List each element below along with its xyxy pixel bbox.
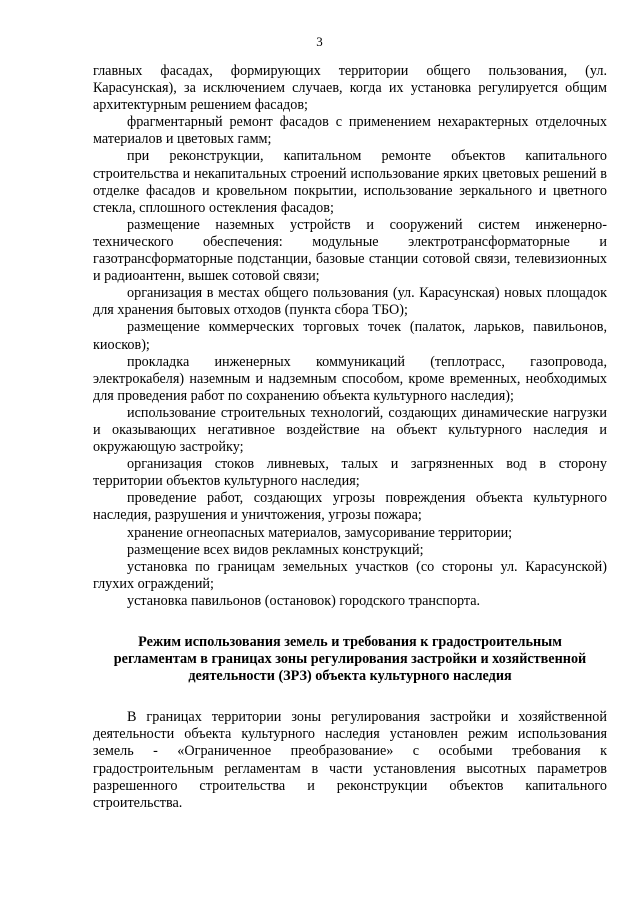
paragraph: использование строительных технологий, создающих динамические нагрузки и оказывающих негативное воздействие на объект культурного наследия и окружающую застройку; [93, 404, 607, 456]
paragraph: В границах территории зоны регулирования застройки и хозяйственной деятельности объекта культурного наследия установлен режим использования земель - «Ограниченное преобразование» с особыми требования к градостроительным регламентам в части установления высотных параметров разрешенного строительства и реконструкции объектов капитального строительства. [93, 709, 607, 811]
page-number: 3 [316, 34, 323, 49]
heading-line: регламентам в границах зоны регулирования застройки и хозяйственной [113, 651, 587, 668]
paragraph: проведение работ, создающих угрозы повреждения объекта культурного наследия, разрушения и уничтожения, угрозы пожара; [93, 490, 607, 524]
paragraph: организация в местах общего пользования (ул. Карасунская) новых площадок для хранения бытовых отходов (пункта сбора ТБО); [93, 285, 607, 319]
document-body [93, 63, 607, 812]
paragraph: фрагментарный ремонт фасадов с применением нехарактерных отделочных материалов и цветовых гамм; [93, 114, 607, 148]
paragraph: главных фасадах, формирующих территории общего пользования, (ул. Карасунская), за исключением случаев, когда их установка регулируется общим архитектурным решением фасадов; [93, 63, 607, 114]
heading-line: деятельности (ЗРЗ) объекта культурного наследия [188, 668, 512, 685]
paragraph: размещение всех видов рекламных конструкций; [127, 541, 424, 558]
paragraph: хранение огнеопасных материалов, замусоривание территории; [127, 524, 513, 541]
paragraph: при реконструкции, капитальном ремонте объектов капитального строительства и некапитальных строений использование ярких цветовых решений в отделке фасадов и кровельном покрытии, использование зеркального и цветного стекла, сплошного остекления фасадов; [93, 148, 607, 216]
paragraph: установка по границам земельных участков (со стороны ул. Карасунской) глухих ограждений; [93, 558, 607, 592]
paragraph: размещение коммерческих торговых точек (палаток, ларьков, павильонов, киосков); [93, 319, 607, 353]
paragraph: прокладка инженерных коммуникаций (теплотрасс, газопровода, электрокабеля) наземным и надземным способом, кроме временных, необходимых для проведения работ по сохранению объекта культурного наследия); [93, 353, 607, 404]
paragraph: организация стоков ливневых, талых и загрязненных вод в сторону территории объектов культурного наследия; [93, 456, 607, 490]
heading-line: Режим использования земель и требования к градостроительным [138, 634, 562, 650]
paragraph: размещение наземных устройств и сооружений систем инженерно-технического обеспечения: модульные электротрансформаторные и газотрансформаторные подстанции, базовые станции сотовой связи, телевизионных и радиоантенн, вышек сотовой связи; [93, 216, 607, 285]
paragraph: установка павильонов (остановок) городского транспорта. [127, 592, 481, 609]
section-heading [93, 634, 607, 685]
